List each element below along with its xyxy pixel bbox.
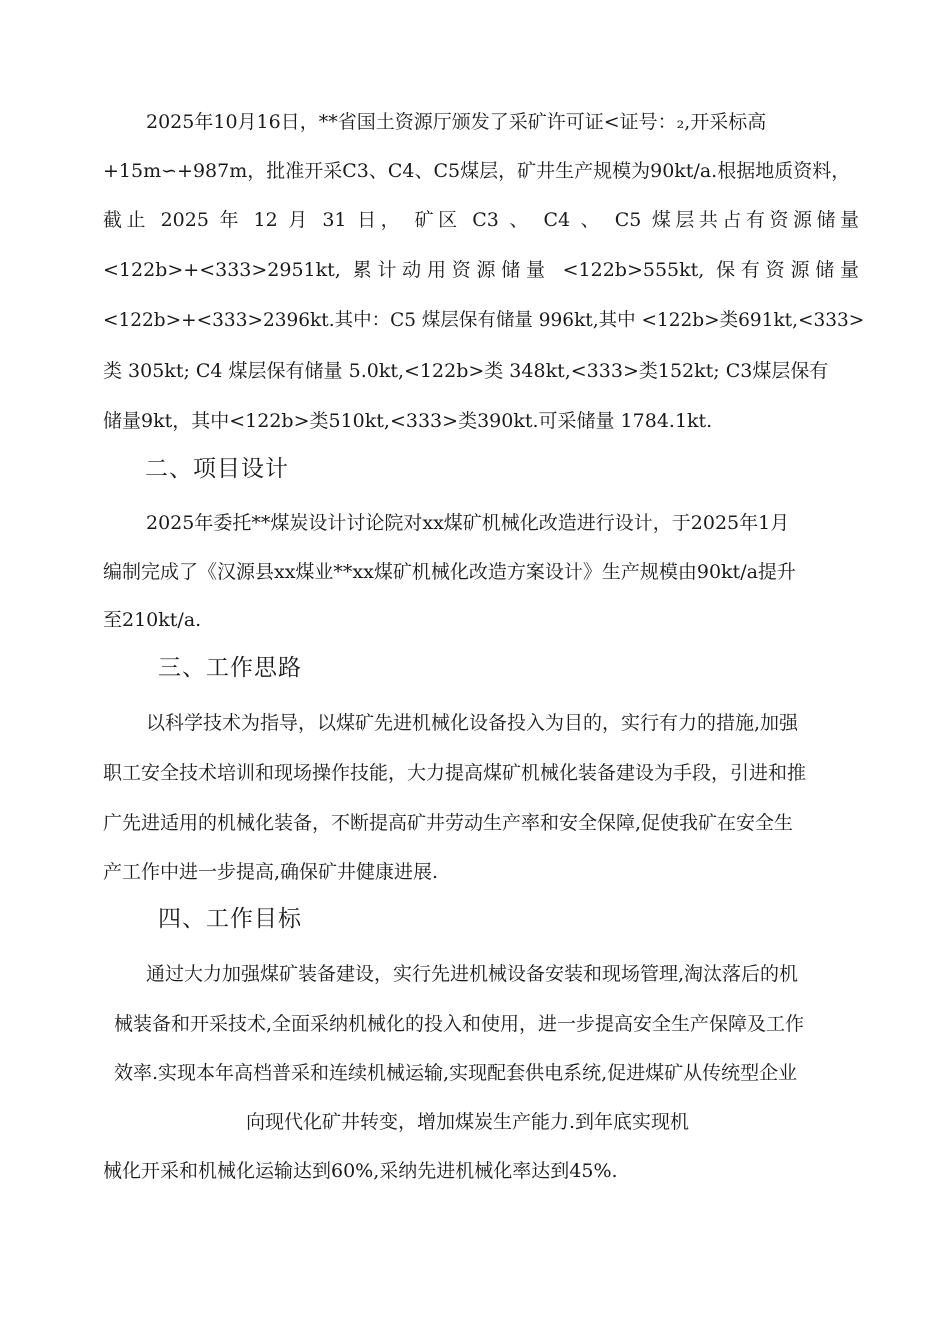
para1-line-3: 截止 2025 年 12 月 31 日， 矿区 C3 、 C4 、 C5 煤层共占有资源储量 bbox=[103, 209, 859, 231]
para4-line-4: 向现代化矿井转变，增加煤炭生产能力.到年底实现机 bbox=[246, 1111, 690, 1133]
para1-line-4: <122b>+<333>2951kt, 累计动用资源储量 <122b>555kt, 保有资源储量 bbox=[103, 259, 859, 281]
para3-line-3: 广先进适用的机械化装备，不断提高矿井劳动生产率和安全保障,促使我矿在安全生 bbox=[103, 812, 794, 834]
para3-line-4: 产工作中进一步提高,确保矿井健康进展. bbox=[103, 861, 439, 883]
para3-line-1: 以科学技术为指导，以煤矿先进机械化设备投入为目的，实行有力的措施,加强 bbox=[146, 712, 799, 734]
para2-line-2: 编制完成了《汉源县xx煤业**xx煤矿机械化改造方案设计》生产规模由90kt/a提升 bbox=[103, 561, 796, 583]
section-heading-project-design: 二、项目设计 bbox=[145, 456, 289, 482]
para4-line-2: 械装备和开采技术,全面采纳机械化的投入和使用，进一步提高安全生产保障及工作 bbox=[114, 1013, 805, 1035]
para4-line-3: 效率.实现本年高档普采和连续机械运输,实现配套供电系统,促进煤矿从传统型企业 bbox=[114, 1062, 798, 1084]
para2-line-1: 2025年委托**煤炭设计讨论院对xx煤矿机械化改造进行设计，于2025年1月 bbox=[146, 512, 790, 534]
para2-line-3: 至210kt/a. bbox=[103, 609, 202, 631]
section-heading-work-approach: 三、工作思路 bbox=[158, 655, 302, 681]
para1-line-5: <122b>+<333>2396kt.其中：C5 煤层保有储量 996kt,其中 <122b>类691kt,<333> bbox=[103, 310, 865, 331]
para1-line-1: 2025年10月16日，**省国土资源厅颁发了采矿许可证<证号：₂,开采标高 bbox=[146, 111, 767, 133]
para1-line-6: 类 305kt; C4 煤层保有储量 5.0kt,<122b>类 348kt,<333>类152kt; C3煤层保有 bbox=[103, 360, 829, 382]
section-heading-work-goals: 四、工作目标 bbox=[158, 906, 302, 932]
para3-line-2: 职工安全技术培训和现场操作技能，大力提高煤矿机械化装备建设为手段，引进和推 bbox=[103, 762, 807, 784]
para4-line-1: 通过大力加强煤矿装备建设，实行先进机械设备安装和现场管理,淘汰落后的机 bbox=[146, 963, 799, 985]
para4-line-5: 械化开采和机械化运输达到60%,采纳先进机械化率达到45%. bbox=[103, 1160, 618, 1182]
para1-line-7: 储量9kt，其中<122b>类510kt,<333>类390kt.可采储量 1784.1kt. bbox=[103, 410, 713, 432]
para1-line-2: +15m∽+987m，批准开采C3、C4、C5煤层，矿井生产规模为90kt/a.根据地质资料， bbox=[103, 160, 851, 182]
